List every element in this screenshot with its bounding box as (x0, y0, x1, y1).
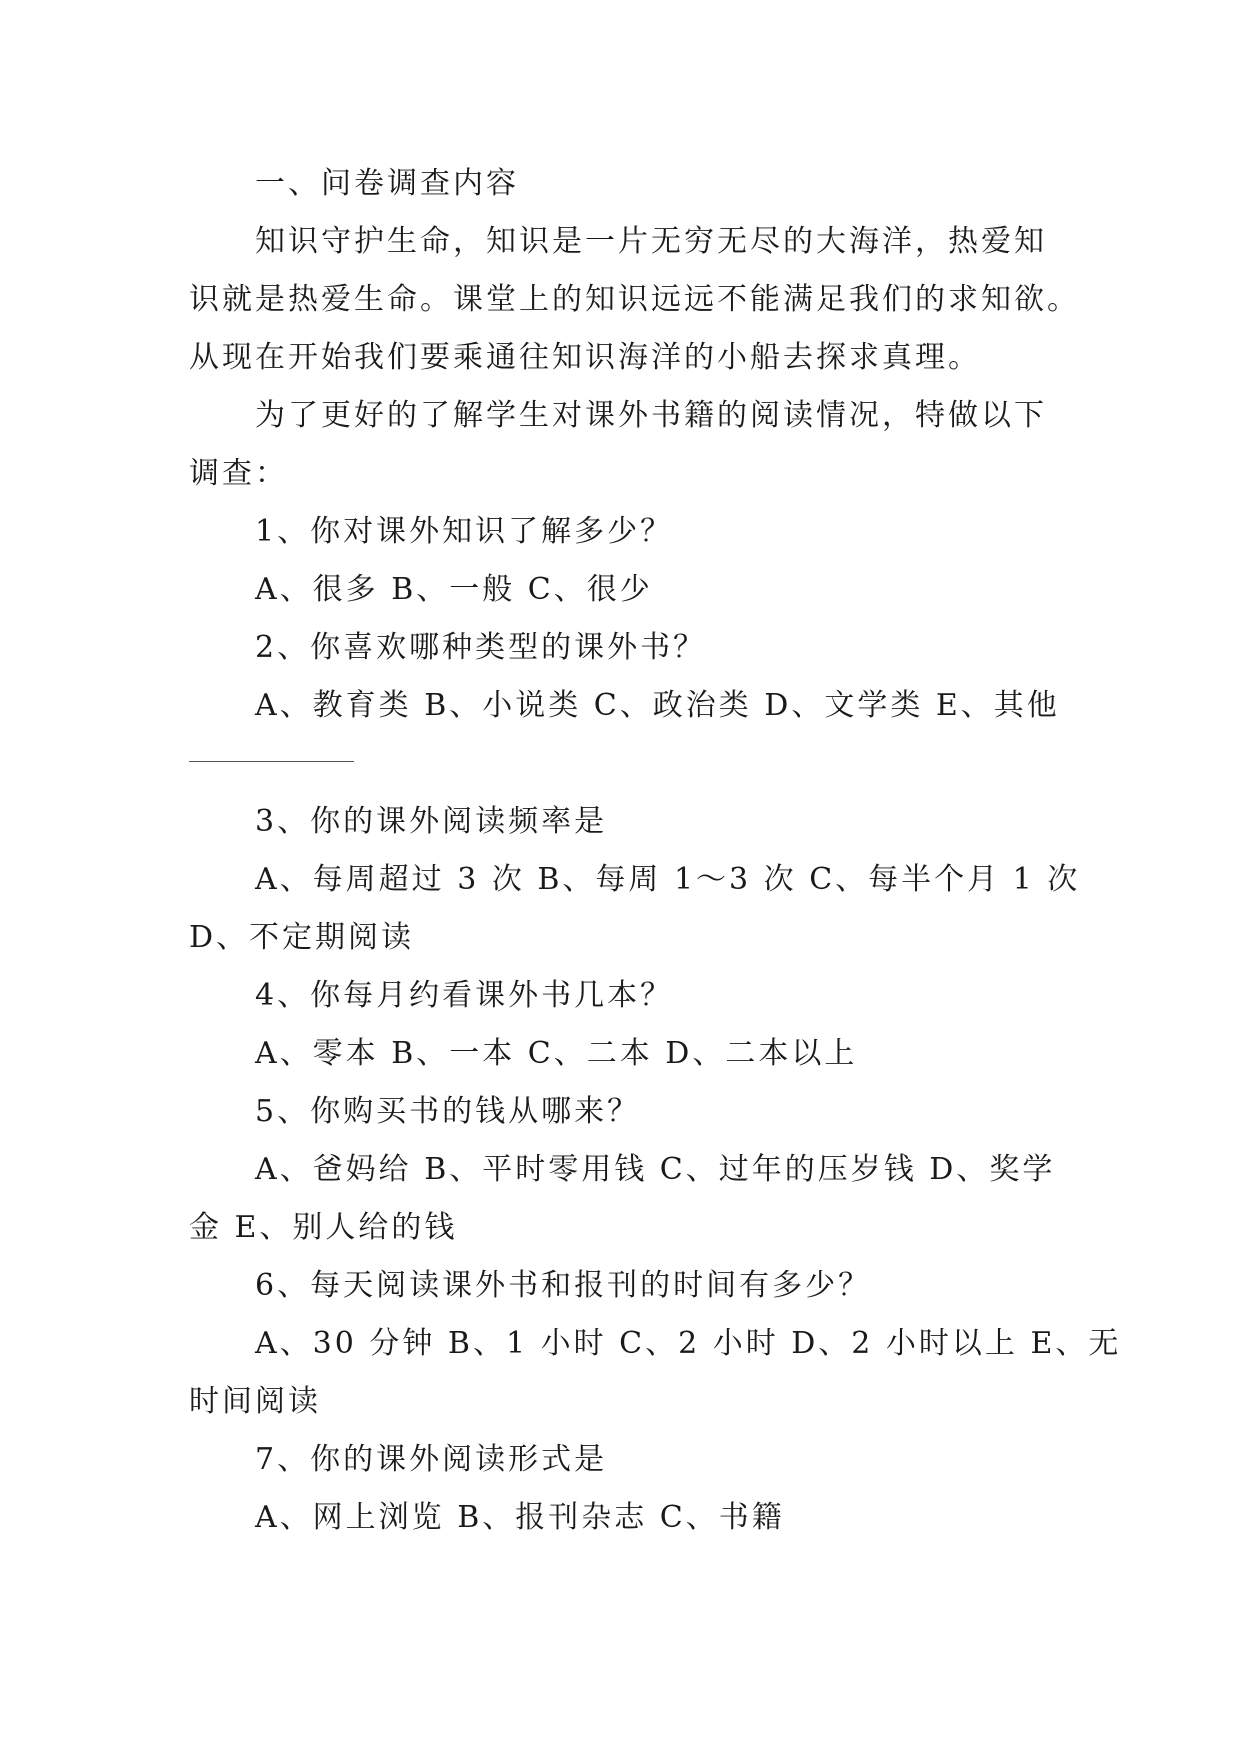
question-2-options: A、教育类 B、小说类 C、政治类 D、文学类 E、其他 (255, 688, 1060, 723)
question-6: 6、每天阅读课外书和报刊的时间有多少？ (255, 1268, 872, 1303)
question-4-options: A、零本 B、一本 C、二本 D、二本以上 (255, 1036, 858, 1071)
paragraph-line: 知识守护生命，知识是一片无穷无尽的大海洋，热爱知 (255, 224, 1047, 259)
paragraph-line: 调查： (189, 456, 288, 491)
question-6-options: A、30 分钟 B、1 小时 C、2 小时 D、2 小时以上 E、无 (255, 1326, 1122, 1361)
question-3-options: A、每周超过 3 次 B、每周 1～3 次 C、每半个月 1 次 (255, 862, 1081, 897)
question-1: 1、你对课外知识了解多少？ (255, 514, 674, 549)
question-6-options-cont: 时间阅读 (189, 1384, 321, 1419)
question-5: 5、你购买书的钱从哪来？ (255, 1094, 641, 1129)
question-1-options: A、很多 B、一般 C、很少 (255, 572, 653, 607)
paragraph-line: 识就是热爱生命。课堂上的知识远远不能满足我们的求知欲。 (189, 282, 1080, 317)
question-4: 4、你每月约看课外书几本？ (255, 978, 674, 1013)
paragraph-line: 为了更好的了解学生对课外书籍的阅读情况，特做以下 (255, 398, 1047, 433)
question-5-options: A、爸妈给 B、平时零用钱 C、过年的压岁钱 D、奖学 (255, 1152, 1056, 1187)
document-body (189, 155, 1122, 1547)
question-2: 2、你喜欢哪种类型的课外书？ (255, 630, 707, 665)
section-heading: 一、问卷调查内容 (255, 166, 519, 201)
question-3: 3、你的课外阅读频率是 (255, 804, 608, 839)
question-7: 7、你的课外阅读形式是 (255, 1442, 608, 1477)
question-3-options-cont: D、不定期阅读 (189, 920, 415, 955)
paragraph-line: 从现在开始我们要乘通往知识海洋的小船去探求真理。 (189, 340, 981, 375)
question-5-options-cont: 金 E、别人给的钱 (189, 1210, 458, 1245)
question-7-options: A、网上浏览 B、报刊杂志 C、书籍 (255, 1500, 785, 1535)
blank-rule (189, 761, 354, 762)
